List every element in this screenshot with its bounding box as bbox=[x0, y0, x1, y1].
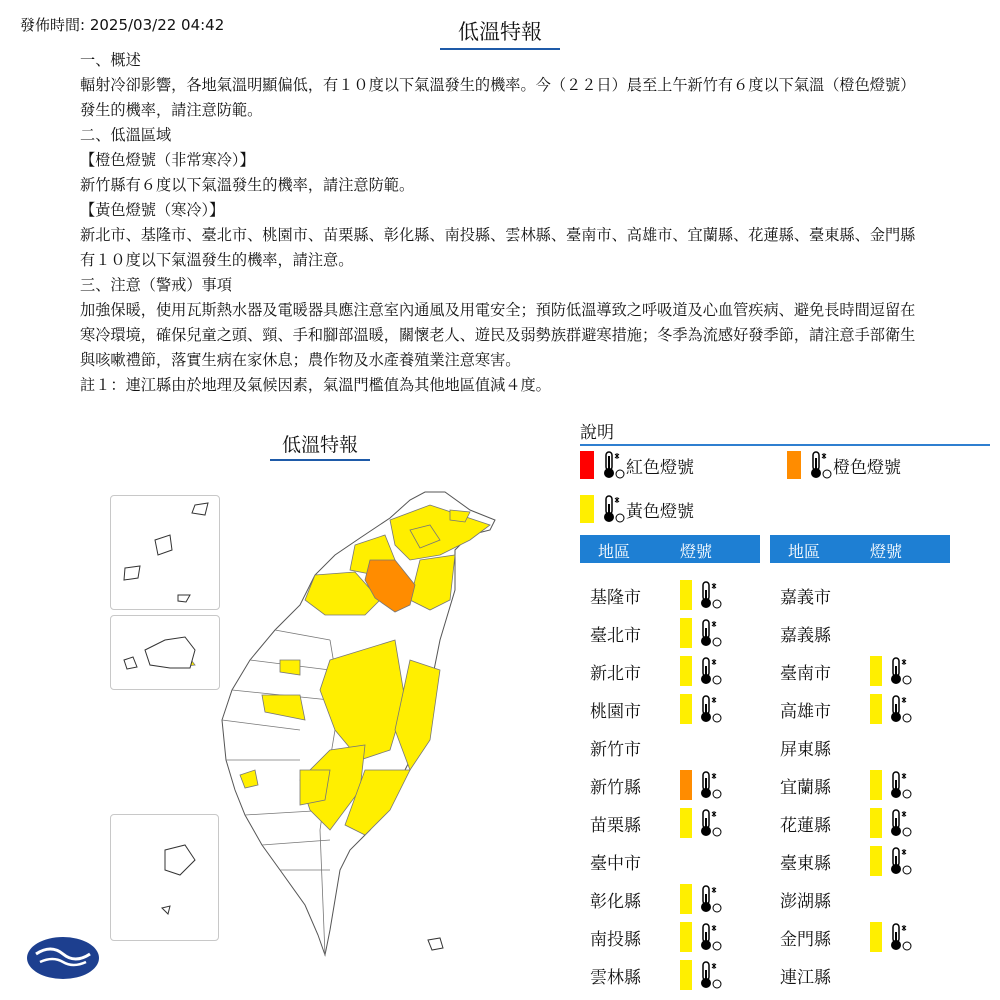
table-row bbox=[580, 804, 760, 842]
yellow-swatch bbox=[580, 495, 594, 523]
signal-icon bbox=[695, 922, 723, 956]
region-name: 基隆市 bbox=[590, 588, 641, 608]
legend-heading: 說明 bbox=[580, 418, 990, 446]
thermometer-icon bbox=[695, 694, 723, 724]
signal-icon bbox=[885, 694, 913, 728]
legend-orange bbox=[787, 450, 901, 480]
table-row bbox=[580, 766, 760, 804]
note: 註１：連江縣由於地理及氣候因素，氣溫門檻值為其他地區值減４度。 bbox=[80, 376, 551, 394]
col-region: 地區 bbox=[788, 542, 821, 561]
signal-bar bbox=[680, 922, 692, 952]
col-signal: 燈號 bbox=[870, 542, 903, 561]
table-row bbox=[770, 614, 950, 652]
cwa-logo bbox=[26, 936, 100, 980]
region-name: 臺東縣 bbox=[780, 854, 831, 874]
thermometer-icon bbox=[598, 450, 626, 480]
region-name: 連江縣 bbox=[780, 968, 831, 988]
region-name: 新北市 bbox=[590, 664, 641, 684]
region-name: 彰化縣 bbox=[590, 892, 641, 912]
penghu-main bbox=[165, 845, 195, 875]
table-row bbox=[770, 690, 950, 728]
region-name: 金門縣 bbox=[780, 930, 831, 950]
penghu-islet bbox=[162, 906, 170, 914]
legend-yellow bbox=[580, 494, 694, 524]
legend-yellow-label: 黃色燈號 bbox=[626, 501, 694, 522]
signal-bar bbox=[680, 694, 692, 724]
signal-bar bbox=[870, 808, 882, 838]
thermometer-icon bbox=[695, 960, 723, 990]
region-name: 臺中市 bbox=[590, 854, 641, 874]
thermometer-icon bbox=[885, 808, 913, 838]
signal-bar bbox=[870, 770, 882, 800]
region-name: 桃園市 bbox=[590, 702, 641, 722]
table-header-right bbox=[770, 535, 950, 563]
thermometer-icon bbox=[695, 922, 723, 952]
legend-red bbox=[580, 450, 694, 480]
section-1-heading: 一、概述 bbox=[80, 51, 141, 69]
thermometer-icon bbox=[885, 922, 913, 952]
section-2-heading: 二、低溫區域 bbox=[80, 126, 172, 144]
table-row bbox=[770, 804, 950, 842]
table-row bbox=[770, 918, 950, 956]
region-chiayi-mtn bbox=[280, 660, 300, 675]
table-row bbox=[770, 576, 950, 614]
thermometer-icon bbox=[885, 694, 913, 724]
matsu-island-3 bbox=[124, 566, 140, 580]
signal-icon bbox=[695, 618, 723, 652]
table-row bbox=[580, 690, 760, 728]
region-name: 南投縣 bbox=[590, 930, 641, 950]
signal-icon bbox=[695, 770, 723, 804]
table-row bbox=[770, 880, 950, 918]
thermometer-icon bbox=[885, 770, 913, 800]
region-name: 嘉義市 bbox=[780, 588, 831, 608]
matsu-island-1 bbox=[192, 503, 208, 515]
red-swatch bbox=[580, 451, 594, 479]
region-name: 屏東縣 bbox=[780, 740, 831, 760]
thermometer-icon bbox=[598, 494, 626, 524]
table-row bbox=[580, 652, 760, 690]
col-region: 地區 bbox=[598, 542, 631, 561]
table-row bbox=[580, 880, 760, 918]
lanyu bbox=[428, 938, 443, 950]
region-name: 臺南市 bbox=[780, 664, 831, 684]
orange-body: 新竹縣有６度以下氣溫發生的機率，請注意防範。 bbox=[80, 176, 415, 194]
table-row bbox=[580, 614, 760, 652]
section-1-body: 輻射冷卻影響，各地氣溫明顯偏低，有１０度以下氣溫發生的機率。今（２２日）晨至上午新竹有６度以下氣溫（橙色燈號）發生的機率，請注意防範。 bbox=[80, 76, 916, 119]
signal-bar bbox=[680, 884, 692, 914]
signal-icon bbox=[885, 808, 913, 842]
signal-bar bbox=[870, 846, 882, 876]
signal-bar bbox=[870, 922, 882, 952]
kinmen-small bbox=[124, 657, 137, 669]
matsu-island-4 bbox=[178, 595, 190, 602]
signal-bar bbox=[870, 694, 882, 724]
thermometer-icon bbox=[695, 884, 723, 914]
table-row bbox=[580, 842, 760, 880]
orange-heading: 【橙色燈號（非常寒冷）】 bbox=[80, 151, 255, 169]
signal-icon bbox=[885, 922, 913, 956]
table-row bbox=[770, 956, 950, 994]
thermometer-icon bbox=[695, 770, 723, 800]
publish-time: 發佈時間: 2025/03/22 04:42 bbox=[20, 16, 225, 34]
yellow-heading: 【黃色燈號（寒冷）】 bbox=[80, 201, 225, 219]
table-row bbox=[770, 728, 950, 766]
table-row bbox=[770, 766, 950, 804]
region-name: 嘉義縣 bbox=[780, 626, 831, 646]
table-row bbox=[770, 842, 950, 880]
signal-icon bbox=[885, 770, 913, 804]
region-name: 宜蘭縣 bbox=[780, 778, 831, 798]
matsu-island-2 bbox=[155, 535, 172, 555]
table-row bbox=[580, 576, 760, 614]
map-title: 低溫特報 bbox=[270, 430, 370, 461]
signal-bar bbox=[680, 580, 692, 610]
signal-icon bbox=[695, 580, 723, 614]
region-name: 新竹縣 bbox=[590, 778, 641, 798]
thermometer-icon bbox=[805, 450, 833, 480]
region-name: 高雄市 bbox=[780, 702, 831, 722]
thermometer-icon bbox=[695, 618, 723, 648]
signal-bar bbox=[870, 656, 882, 686]
table-row bbox=[580, 918, 760, 956]
page-title: 低溫特報 bbox=[440, 16, 560, 50]
signal-bar bbox=[680, 618, 692, 648]
region-name: 澎湖縣 bbox=[780, 892, 831, 912]
table-row bbox=[580, 956, 760, 994]
signal-icon bbox=[695, 884, 723, 918]
table-row bbox=[770, 652, 950, 690]
thermometer-icon bbox=[885, 846, 913, 876]
legend-orange-label: 橙色燈號 bbox=[833, 457, 901, 478]
table-header-left bbox=[580, 535, 760, 563]
thermometer-icon bbox=[695, 808, 723, 838]
signal-bar bbox=[680, 808, 692, 838]
signal-icon bbox=[695, 694, 723, 728]
signal-icon bbox=[695, 808, 723, 842]
signal-bar bbox=[680, 960, 692, 990]
signal-icon bbox=[885, 846, 913, 880]
region-name: 苗栗縣 bbox=[590, 816, 641, 836]
section-3-body: 加強保暖，使用瓦斯熱水器及電暖器具應注意室內通風及用電安全；預防低溫導致之呼吸道及心血管疾病、避免長時間逗留在寒冷環境，確保兒童之頭、頸、手和腳部溫暖，關懷老人、遊民及弱勢族群避寒措施；冬季為流感好發季節，請注意手部衛生與咳嗽禮節，落實生病在家休息；農作物及水產養殖業注意寒害。 bbox=[80, 301, 916, 369]
section-3-heading: 三、注意（警戒）事項 bbox=[80, 276, 232, 294]
signal-icon bbox=[885, 656, 913, 690]
signal-icon bbox=[695, 656, 723, 690]
signal-bar bbox=[680, 656, 692, 686]
table-row bbox=[580, 728, 760, 766]
region-name: 雲林縣 bbox=[590, 968, 641, 988]
orange-swatch bbox=[787, 451, 801, 479]
col-signal: 燈號 bbox=[680, 542, 713, 561]
thermometer-icon bbox=[695, 580, 723, 610]
signal-bar bbox=[680, 770, 692, 800]
kinmen-main bbox=[145, 637, 195, 668]
region-name: 新竹市 bbox=[590, 740, 641, 760]
region-name: 花蓮縣 bbox=[780, 816, 831, 836]
yellow-body: 新北市、基隆市、臺北市、桃園市、苗栗縣、彰化縣、南投縣、雲林縣、臺南市、高雄市、宜蘭縣、花蓮縣、臺東縣、金門縣有１０度以下氣溫發生的機率，請注意。 bbox=[80, 226, 916, 269]
thermometer-icon bbox=[885, 656, 913, 686]
legend-red-label: 紅色燈號 bbox=[626, 457, 694, 478]
region-name: 臺北市 bbox=[590, 626, 641, 646]
signal-icon bbox=[695, 960, 723, 994]
thermometer-icon bbox=[695, 656, 723, 686]
